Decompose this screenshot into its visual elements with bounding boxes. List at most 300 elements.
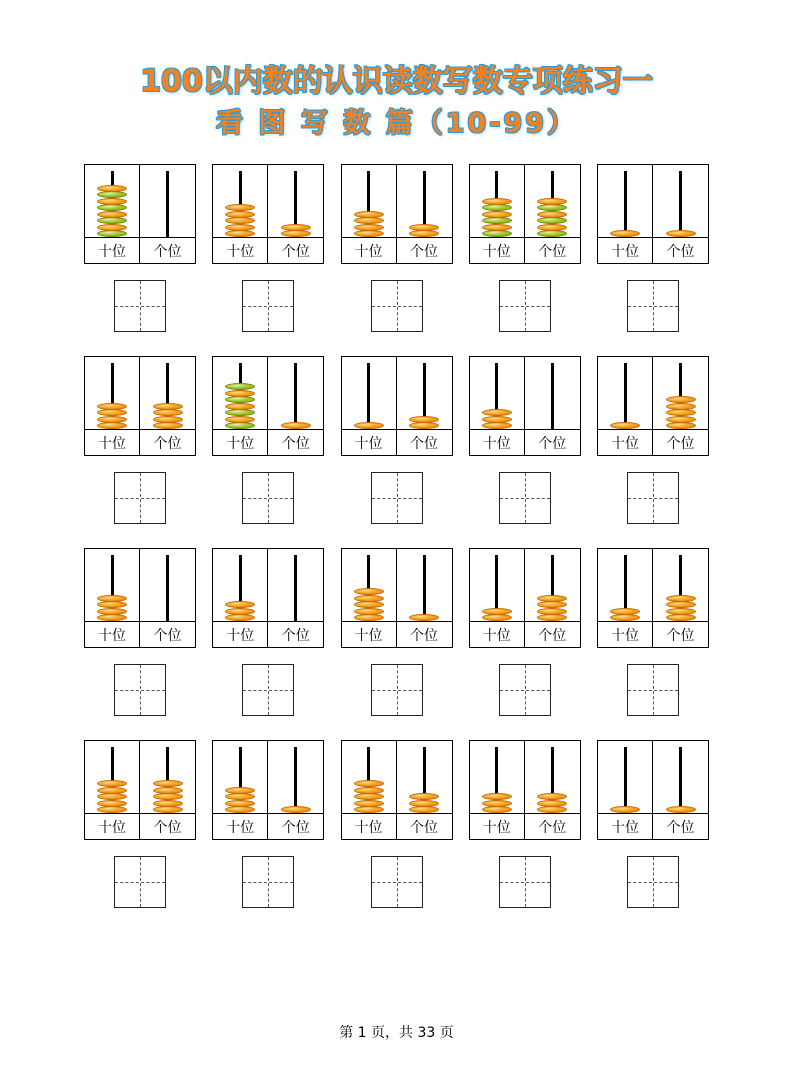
bead-icon [409, 793, 439, 800]
tens-rod-column [470, 165, 525, 239]
problem-row [84, 356, 709, 456]
answer-row [84, 664, 709, 716]
bead-icon [482, 204, 512, 211]
bead-icon [354, 230, 384, 237]
abacus-place-labels [598, 621, 708, 647]
bead-icon [354, 217, 384, 224]
tens-rod-column [342, 165, 397, 239]
abacus-rods [470, 549, 580, 623]
bead-icon [666, 403, 696, 410]
problem-cell [84, 356, 196, 456]
problem-row [84, 740, 709, 840]
bead-icon [153, 403, 183, 410]
bead-icon [225, 211, 255, 218]
answer-row [84, 280, 709, 332]
bead-icon [666, 806, 696, 813]
rod-icon [679, 171, 682, 237]
tens-place-label: 十位 [470, 814, 525, 839]
bead-stack [397, 224, 452, 237]
problem-cell [212, 548, 324, 648]
bead-icon [354, 211, 384, 218]
bead-stack [140, 403, 195, 429]
bead-icon [409, 416, 439, 423]
abacus [84, 164, 196, 264]
ones-place-label: 个位 [666, 819, 695, 836]
bead-icon [97, 185, 127, 192]
bead-icon [537, 806, 567, 813]
ones-rod-column [397, 357, 452, 431]
bead-icon [281, 230, 311, 237]
ones-rod-column [397, 165, 452, 239]
tens-rod-column [85, 165, 140, 239]
bead-icon [537, 800, 567, 807]
bead-icon [537, 198, 567, 205]
bead-icon [97, 608, 127, 615]
tens-rod-column [598, 741, 653, 815]
bead-icon [97, 211, 127, 218]
answer-input-box[interactable] [499, 280, 551, 332]
bead-stack [213, 787, 267, 813]
abacus-rods [342, 165, 452, 239]
abacus-rods [470, 357, 580, 431]
ones-place-label: 个位 [410, 819, 438, 836]
problem-cell [341, 548, 453, 648]
abacus-rods [85, 549, 195, 623]
tens-place-label: 十位 [598, 622, 653, 647]
bead-stack [213, 602, 267, 622]
bead-stack [342, 211, 396, 237]
abacus [212, 164, 324, 264]
bead-stack [268, 224, 323, 237]
bead-stack [85, 185, 139, 237]
bead-icon [666, 608, 696, 615]
bead-stack [342, 781, 396, 814]
problem-cell [84, 548, 196, 648]
bead-icon [97, 191, 127, 198]
bead-icon [153, 422, 183, 429]
bead-icon [610, 422, 640, 429]
bead-icon [354, 588, 384, 595]
bead-icon [354, 780, 384, 787]
abacus-rods [470, 165, 580, 239]
tens-rod-column [85, 357, 140, 431]
bead-stack [397, 416, 452, 429]
bead-icon [666, 595, 696, 602]
abacus [341, 740, 453, 840]
problem-cell [212, 164, 324, 264]
answer-cell [212, 280, 324, 332]
bead-icon [354, 793, 384, 800]
ones-place-label: 个位 [666, 435, 695, 452]
tens-rod-column [213, 357, 268, 431]
ones-rod-column [525, 357, 580, 431]
answer-input-box[interactable] [371, 664, 423, 716]
bead-icon [97, 800, 127, 807]
bead-icon [225, 409, 255, 416]
bead-stack [213, 205, 267, 238]
ones-place-label: 个位 [153, 435, 182, 452]
tens-place-label: 十位 [598, 430, 653, 455]
bead-icon [537, 793, 567, 800]
abacus [597, 164, 709, 264]
answer-input-box[interactable] [627, 280, 679, 332]
abacus-place-labels [85, 429, 195, 455]
bead-icon [97, 416, 127, 423]
bead-stack [470, 198, 524, 237]
tens-rod-column [470, 357, 525, 431]
bead-icon [225, 601, 255, 608]
bead-stack [397, 794, 452, 814]
ones-place-label: 个位 [410, 627, 438, 644]
problem-row [84, 164, 709, 264]
answer-input-box[interactable] [499, 856, 551, 908]
bead-icon [225, 422, 255, 429]
bead-icon [409, 224, 439, 231]
bead-icon [225, 614, 255, 621]
bead-icon [354, 608, 384, 615]
abacus-rods [598, 357, 708, 431]
tens-place-label: 十位 [470, 238, 525, 263]
bead-icon [482, 198, 512, 205]
tens-rod-column [342, 741, 397, 815]
answer-input-box[interactable] [114, 664, 166, 716]
page-footer: 第 1 页，共 33 页 [339, 1025, 454, 1041]
ones-rod-column [268, 357, 323, 431]
bead-stack [653, 397, 708, 430]
ones-rod-column [525, 165, 580, 239]
bead-icon [482, 230, 512, 237]
answer-input-box[interactable] [114, 280, 166, 332]
abacus-rods [598, 741, 708, 815]
bead-icon [354, 800, 384, 807]
abacus-place-labels [470, 813, 580, 839]
answer-input-box[interactable] [371, 856, 423, 908]
ones-place-label: 个位 [538, 243, 567, 260]
ones-rod-column [525, 741, 580, 815]
bead-icon [97, 409, 127, 416]
tens-place-label: 十位 [470, 622, 525, 647]
answer-input-box[interactable] [371, 280, 423, 332]
tens-place-label: 十位 [85, 238, 140, 263]
bead-icon [666, 409, 696, 416]
answer-cell [341, 472, 453, 524]
bead-icon [537, 211, 567, 218]
ones-place-label: 个位 [153, 819, 182, 836]
ones-place-label: 个位 [410, 243, 438, 260]
answer-cell [469, 664, 581, 716]
bead-icon [482, 806, 512, 813]
answer-cell [341, 280, 453, 332]
bead-icon [482, 793, 512, 800]
abacus-place-labels [85, 621, 195, 647]
abacus-rods [470, 741, 580, 815]
bead-icon [97, 422, 127, 429]
rod-icon [166, 555, 169, 621]
rod-icon [624, 363, 627, 429]
abacus-rods [85, 741, 195, 815]
bead-icon [409, 614, 439, 621]
answer-cell [212, 472, 324, 524]
answer-cell [469, 472, 581, 524]
abacus-rods [85, 357, 195, 431]
answer-cell [469, 280, 581, 332]
bead-stack [85, 781, 139, 814]
abacus [341, 356, 453, 456]
abacus-rods [213, 357, 323, 431]
abacus-place-labels [213, 237, 323, 263]
bead-icon [97, 224, 127, 231]
ones-place-label: 个位 [281, 627, 310, 644]
bead-icon [225, 217, 255, 224]
bead-icon [97, 204, 127, 211]
title-block [0, 0, 793, 146]
answer-input-box[interactable] [627, 664, 679, 716]
bead-icon [225, 204, 255, 211]
answer-cell [212, 856, 324, 908]
rod-icon [624, 747, 627, 813]
tens-place-label: 十位 [213, 814, 268, 839]
bead-icon [610, 608, 640, 615]
answer-cell [84, 472, 196, 524]
bead-icon [610, 806, 640, 813]
abacus [469, 356, 581, 456]
tens-place-label: 十位 [85, 622, 140, 647]
answer-input-box[interactable] [114, 856, 166, 908]
ones-place-label: 个位 [410, 435, 438, 452]
abacus-place-labels [85, 813, 195, 839]
bead-icon [537, 224, 567, 231]
ones-place-label: 个位 [281, 435, 310, 452]
bead-icon [153, 793, 183, 800]
abacus [84, 548, 196, 648]
bead-icon [537, 601, 567, 608]
bead-icon [225, 608, 255, 615]
page-title-line-1: 100以内数的认识读数写数专项练习一 [140, 64, 653, 99]
tens-rod-column [85, 549, 140, 623]
answer-input-box[interactable] [499, 472, 551, 524]
tens-place-label: 十位 [85, 814, 140, 839]
bead-icon [97, 614, 127, 621]
bead-icon [482, 422, 512, 429]
answer-input-box[interactable] [242, 856, 294, 908]
problem-cell [597, 548, 709, 648]
problem-cell [341, 164, 453, 264]
rod-icon [551, 363, 554, 429]
bead-icon [97, 787, 127, 794]
bead-icon [482, 211, 512, 218]
ones-place-label: 个位 [281, 819, 310, 836]
tens-place-label: 十位 [470, 430, 525, 455]
problem-cell [597, 164, 709, 264]
bead-icon [482, 800, 512, 807]
tens-rod-column [598, 549, 653, 623]
abacus [341, 548, 453, 648]
answer-input-box[interactable] [242, 664, 294, 716]
abacus [212, 740, 324, 840]
abacus-place-labels [598, 813, 708, 839]
tens-rod-column [213, 549, 268, 623]
ones-rod-column [140, 549, 195, 623]
tens-rod-column [342, 549, 397, 623]
tens-rod-column [598, 357, 653, 431]
problem-cell [469, 548, 581, 648]
abacus-place-labels [213, 429, 323, 455]
bead-stack [653, 595, 708, 621]
rod-icon [423, 555, 426, 621]
abacus-place-labels [598, 429, 708, 455]
problem-cell [341, 356, 453, 456]
bead-icon [225, 383, 255, 390]
ones-rod-column [140, 741, 195, 815]
answer-input-box[interactable] [371, 472, 423, 524]
ones-place-label: 个位 [538, 627, 567, 644]
bead-stack [213, 384, 267, 430]
bead-icon [409, 422, 439, 429]
bead-icon [482, 217, 512, 224]
bead-icon [225, 230, 255, 237]
bead-icon [666, 396, 696, 403]
problem-cell [469, 356, 581, 456]
bead-icon [482, 416, 512, 423]
bead-icon [409, 806, 439, 813]
bead-icon [537, 614, 567, 621]
bead-icon [97, 806, 127, 813]
ones-rod-column [653, 549, 708, 623]
bead-icon [153, 800, 183, 807]
bead-icon [97, 230, 127, 237]
bead-icon [153, 806, 183, 813]
abacus [212, 356, 324, 456]
answer-cell [341, 856, 453, 908]
abacus-place-labels [342, 621, 452, 647]
abacus [597, 356, 709, 456]
bead-icon [225, 403, 255, 410]
bead-icon [666, 422, 696, 429]
abacus-place-labels [470, 237, 580, 263]
ones-rod-column [268, 549, 323, 623]
abacus-rods [85, 165, 195, 239]
rod-icon [294, 555, 297, 621]
abacus-place-labels [470, 621, 580, 647]
problem-cell [597, 740, 709, 840]
bead-stack [525, 595, 580, 621]
tens-place-label: 十位 [342, 814, 397, 839]
bead-icon [225, 787, 255, 794]
bead-icon [225, 224, 255, 231]
bead-icon [281, 806, 311, 813]
answer-input-box[interactable] [627, 472, 679, 524]
abacus-rods [598, 165, 708, 239]
bead-icon [610, 614, 640, 621]
abacus [469, 548, 581, 648]
bead-icon [97, 217, 127, 224]
rod-icon [294, 747, 297, 813]
bead-icon [610, 230, 640, 237]
bead-icon [666, 416, 696, 423]
abacus [597, 548, 709, 648]
abacus [84, 356, 196, 456]
bead-icon [225, 800, 255, 807]
bead-icon [153, 787, 183, 794]
tens-place-label: 十位 [85, 430, 140, 455]
bead-icon [225, 806, 255, 813]
answer-cell [212, 664, 324, 716]
answer-input-box[interactable] [114, 472, 166, 524]
answer-cell [597, 280, 709, 332]
answer-cell [84, 664, 196, 716]
ones-rod-column [140, 357, 195, 431]
abacus [597, 740, 709, 840]
bead-icon [225, 416, 255, 423]
bead-stack [470, 410, 524, 430]
ones-rod-column [397, 549, 452, 623]
tens-place-label: 十位 [213, 238, 268, 263]
bead-icon [354, 614, 384, 621]
problem-grid [0, 164, 793, 908]
ones-rod-column [525, 549, 580, 623]
bead-stack [85, 403, 139, 429]
abacus [212, 548, 324, 648]
answer-cell [597, 472, 709, 524]
answer-input-box[interactable] [499, 664, 551, 716]
bead-icon [97, 403, 127, 410]
abacus-rods [213, 549, 323, 623]
abacus-rods [342, 741, 452, 815]
bead-icon [225, 396, 255, 403]
answer-cell [84, 280, 196, 332]
bead-icon [354, 422, 384, 429]
abacus-rods [598, 549, 708, 623]
tens-rod-column [598, 165, 653, 239]
tens-rod-column [470, 549, 525, 623]
tens-place-label: 十位 [598, 814, 653, 839]
bead-icon [225, 793, 255, 800]
bead-icon [666, 601, 696, 608]
answer-input-box[interactable] [242, 280, 294, 332]
problem-cell [212, 356, 324, 456]
bead-icon [153, 416, 183, 423]
bead-icon [537, 204, 567, 211]
ones-place-label: 个位 [666, 243, 695, 260]
ones-place-label: 个位 [538, 819, 567, 836]
bead-icon [482, 224, 512, 231]
bead-icon [666, 230, 696, 237]
ones-place-label: 个位 [153, 243, 182, 260]
abacus-place-labels [598, 237, 708, 263]
bead-icon [537, 595, 567, 602]
answer-cell [597, 856, 709, 908]
bead-icon [97, 793, 127, 800]
problem-cell [597, 356, 709, 456]
answer-input-box[interactable] [242, 472, 294, 524]
rod-icon [166, 171, 169, 237]
bead-stack [85, 595, 139, 621]
answer-input-box[interactable] [627, 856, 679, 908]
bead-icon [354, 595, 384, 602]
ones-rod-column [268, 165, 323, 239]
abacus-place-labels [213, 621, 323, 647]
abacus-rods [342, 357, 452, 431]
ones-place-label: 个位 [281, 243, 310, 260]
bead-icon [281, 422, 311, 429]
answer-cell [341, 664, 453, 716]
abacus-place-labels [470, 429, 580, 455]
bead-icon [354, 806, 384, 813]
rod-icon [624, 171, 627, 237]
bead-stack [342, 589, 396, 622]
tens-place-label: 十位 [213, 622, 268, 647]
problem-cell [469, 740, 581, 840]
